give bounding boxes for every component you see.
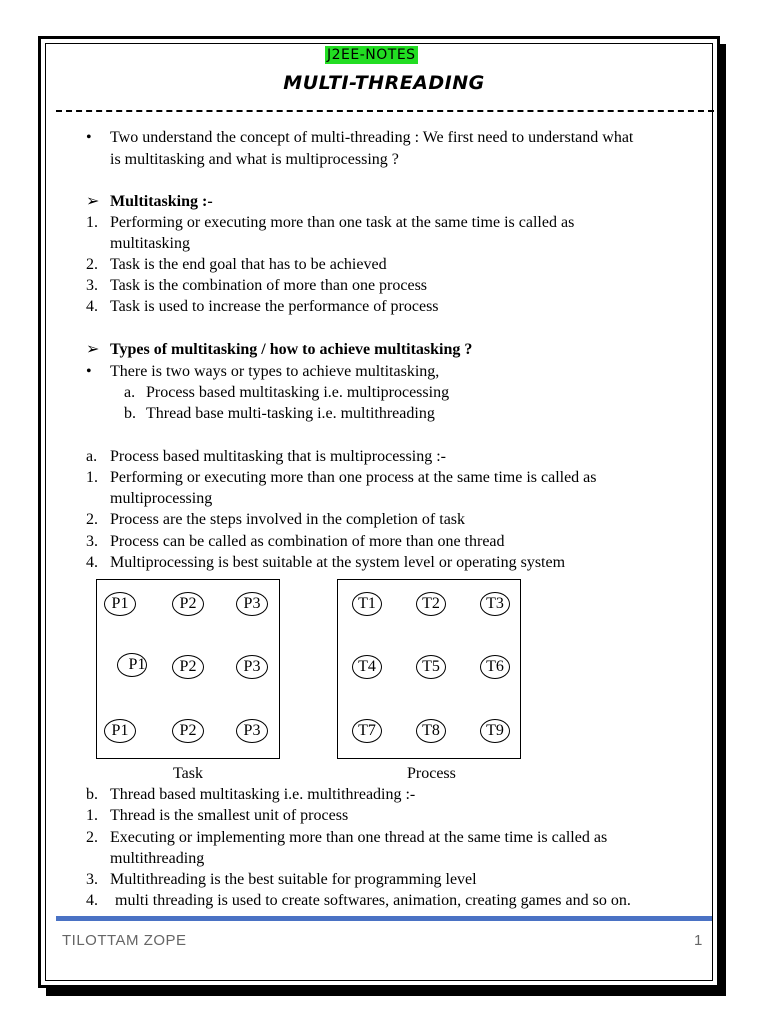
page-number: 1: [694, 932, 703, 949]
task-node: P2: [172, 655, 204, 679]
process-node: T8: [416, 719, 446, 743]
process-diagram-box: [337, 579, 521, 759]
process-node: T1: [352, 592, 382, 616]
process-node: T9: [480, 719, 510, 743]
list-item: Performing or executing more than one process at the same time is called as: [110, 469, 597, 486]
list-number: 4.: [86, 298, 98, 315]
sub-item: Thread base multi-tasking i.e. multithreading: [146, 405, 435, 422]
list-item-continuation: multitasking: [110, 235, 190, 252]
list-item-continuation: multiprocessing: [110, 490, 213, 507]
page-title: MULTI-THREADING: [283, 72, 485, 94]
types-intro: There is two ways or types to achieve multitasking,: [110, 363, 440, 380]
task-diagram-box: [96, 579, 280, 759]
section-letter: a.: [86, 448, 98, 465]
process-node: T6: [480, 655, 510, 679]
list-number: 4.: [86, 554, 98, 571]
list-number: 1.: [86, 807, 98, 824]
list-number: 2.: [86, 256, 98, 273]
list-number: 3.: [86, 533, 98, 550]
list-item: Process can be called as combination of more than one thread: [110, 533, 505, 550]
section-letter: b.: [86, 786, 98, 803]
list-number: 1.: [86, 469, 98, 486]
task-node: P1: [117, 653, 147, 677]
task-node: P3: [236, 592, 268, 616]
list-number: 4.: [86, 892, 98, 909]
list-item: Multiprocessing is best suitable at the system level or operating system: [110, 554, 566, 571]
process-node: T5: [416, 655, 446, 679]
task-node: P1: [104, 592, 136, 616]
process-node: T3: [480, 592, 510, 616]
list-item: Executing or implementing more than one thread at the same time is called as: [110, 829, 608, 846]
list-item: Task is the combination of more than one process: [110, 277, 428, 294]
list-number: 1.: [86, 214, 98, 231]
list-item: Thread is the smallest unit of process: [110, 807, 349, 824]
list-number: 3.: [86, 277, 98, 294]
sub-letter: b.: [124, 405, 136, 422]
list-item: Task is the end goal that has to be achieved: [110, 256, 387, 273]
types-bullet: •: [86, 363, 92, 380]
list-number: 2.: [86, 829, 98, 846]
list-item-continuation: multithreading: [110, 850, 205, 867]
list-number: 3.: [86, 871, 98, 888]
list-item: Multithreading is the best suitable for programming level: [110, 871, 477, 888]
thread-section-heading: Thread based multitasking i.e. multithreading :-: [110, 786, 416, 803]
task-node: P2: [172, 719, 204, 743]
title-divider: [56, 110, 714, 112]
list-item: multi threading is used to create softwares, animation, creating games and so on.: [115, 892, 631, 909]
task-node: P3: [236, 719, 268, 743]
multitasking-arrow-icon: ➢: [86, 193, 100, 210]
task-caption: Task: [173, 765, 203, 782]
list-item: Task is used to increase the performance of process: [110, 298, 439, 315]
process-node: T7: [352, 719, 382, 743]
list-number: 2.: [86, 511, 98, 528]
footer-author: TILOTTAM ZOPE: [62, 932, 187, 949]
task-node: P2: [172, 592, 204, 616]
task-node: P3: [236, 655, 268, 679]
footer-divider: [56, 916, 712, 921]
process-node: T4: [352, 655, 382, 679]
types-arrow-icon: ➢: [86, 341, 100, 358]
sub-item: Process based multitasking i.e. multiprocessing: [146, 384, 450, 401]
intro-line-2: is multitasking and what is multiprocessing ?: [110, 151, 399, 168]
header-label: J2EE-NOTES: [327, 47, 416, 63]
process-node: T2: [416, 592, 446, 616]
types-heading: Types of multitasking / how to achieve multitasking ?: [110, 341, 473, 358]
list-item: Process are the steps involved in the completion of task: [110, 511, 466, 528]
sub-letter: a.: [124, 384, 136, 401]
process-section-heading: Process based multitasking that is multiprocessing :-: [110, 448, 446, 465]
intro-line-1: Two understand the concept of multi-threading : We first need to understand what: [110, 129, 634, 146]
process-caption: Process: [407, 765, 456, 782]
intro-bullet: •: [86, 129, 92, 146]
list-item: Performing or executing more than one task at the same time is called as: [110, 214, 575, 231]
multitasking-heading: Multitasking :-: [110, 193, 213, 210]
task-node: P1: [104, 719, 136, 743]
